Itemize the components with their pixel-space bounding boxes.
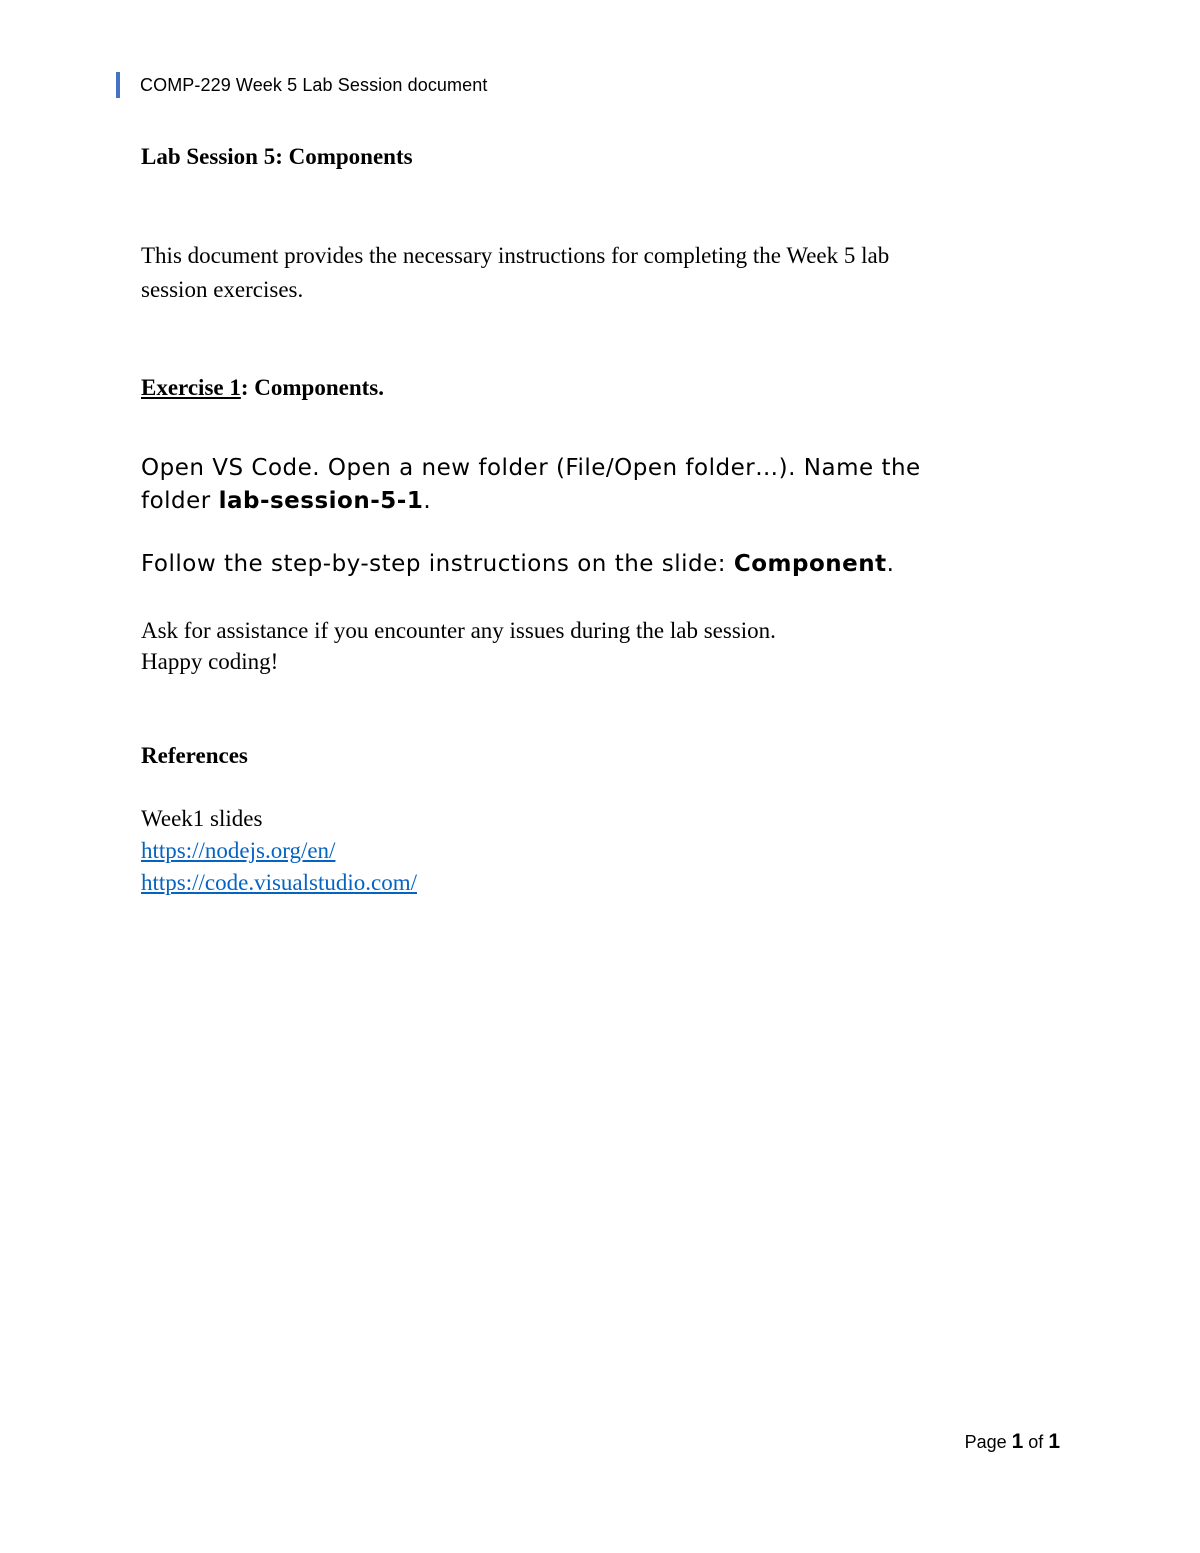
exercise-heading-rest: : Components.: [240, 375, 384, 400]
nodejs-link[interactable]: https://nodejs.org/en/: [141, 838, 336, 863]
instruction-text: .: [423, 488, 432, 514]
exercise-heading: [141, 371, 1081, 405]
of-label: of: [1023, 1432, 1049, 1452]
page-header: [116, 72, 487, 98]
reference-item-week1-slides: Week1 slides: [141, 806, 263, 831]
instruction-step-1: [141, 452, 1101, 518]
reference-item-vscode: [141, 867, 1081, 899]
instruction-text: Follow the step-by-step instructions on the slide:: [141, 551, 734, 577]
document-title: Lab Session 5: Components: [141, 144, 413, 169]
page-label: Page: [964, 1432, 1012, 1452]
exercise-link[interactable]: Exercise 1: [141, 375, 241, 400]
references-list: [141, 803, 1081, 899]
vscode-link[interactable]: https://code.visualstudio.com/: [141, 870, 417, 895]
instruction-line: Open VS Code. Open a new folder (File/Open folder…). Name the: [141, 455, 921, 481]
closing-line: Ask for assistance if you encounter any issues during the lab session.: [141, 618, 776, 643]
slide-name: Component: [733, 551, 887, 577]
page-total: 1: [1048, 1430, 1060, 1453]
instruction-step-2: [141, 548, 1101, 581]
references-heading: References: [141, 743, 248, 768]
header-text: COMP-229 Week 5 Lab Session document: [140, 74, 488, 95]
instruction-text: folder: [141, 488, 219, 514]
folder-name: lab-session-5-1: [218, 488, 424, 514]
header-accent-bar: [116, 72, 120, 98]
intro-line: This document provides the necessary instructions for completing the Week 5 lab: [141, 243, 890, 268]
intro-line: session exercises.: [141, 277, 304, 302]
intro-paragraph: [141, 239, 1081, 307]
page-footer: [965, 1430, 1060, 1454]
page-current: 1: [1011, 1430, 1024, 1453]
reference-item-nodejs: [141, 835, 1081, 867]
closing-line: Happy coding!: [141, 649, 279, 674]
instruction-line: [141, 485, 1101, 518]
instruction-text: .: [886, 551, 895, 577]
closing-paragraph: [141, 615, 1081, 677]
